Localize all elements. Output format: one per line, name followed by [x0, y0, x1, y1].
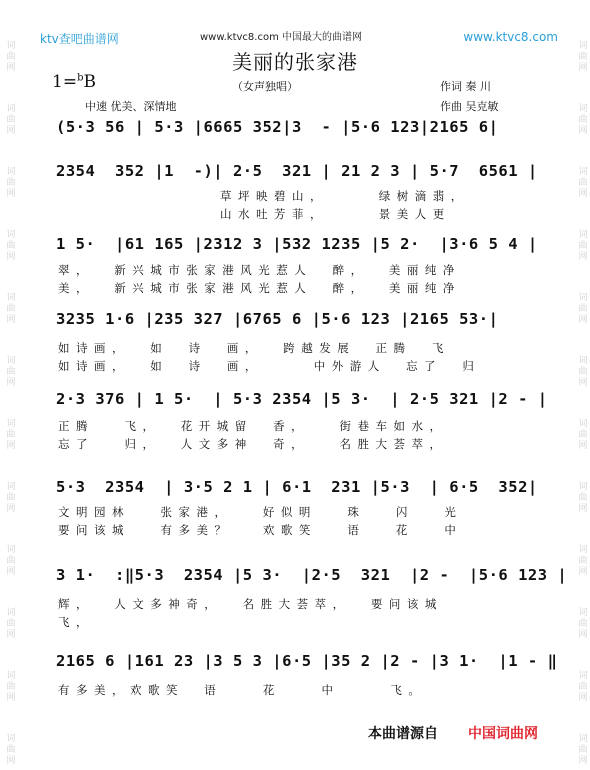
- lyric-line: 美， 新兴城市张家港风光惹人 醉， 美丽纯净: [58, 281, 461, 295]
- watermark-text: 词曲网: [4, 418, 15, 451]
- watermark-text: 词曲网: [576, 229, 587, 262]
- score-row: 2354 352 |1 -)| 2·5 321 | 21 2 3 | 5·7 6561 |: [56, 162, 538, 180]
- lyric-line: 有多美，欢歌笑 语 花 中 飞。: [58, 683, 427, 697]
- score-row: 2·3 376 | 1 5· | 5·3 2354 |5 3· | 2·5 321 |2 - |: [56, 390, 548, 408]
- watermark-text: 词曲网: [576, 166, 587, 199]
- header-site-link-left[interactable]: ktv查吧曲谱网: [40, 32, 119, 46]
- lyric-line: 忘了 归， 人文多神 奇， 名胜大荟萃，: [58, 437, 448, 451]
- watermark-text: 词曲网: [4, 544, 15, 577]
- left-watermark-column: [2, 40, 16, 766]
- watermark-text: 词曲网: [4, 103, 15, 136]
- watermark-text: 词曲网: [576, 40, 587, 73]
- watermark-text: 词曲网: [576, 355, 587, 388]
- composer-credit: 作曲 吴克敏: [440, 100, 499, 113]
- watermark-text: 词曲网: [576, 292, 587, 325]
- watermark-text: 词曲网: [4, 355, 15, 388]
- lyric-line: 文明园林 张家港， 好似明 珠 闪 光: [58, 505, 463, 519]
- watermark-text: 词曲网: [4, 670, 15, 703]
- lyric-line: 草坪映碧山， 绿树滴翡，: [220, 189, 469, 203]
- footer-source-label: 本曲谱源自: [368, 726, 438, 742]
- watermark-text: 词曲网: [4, 292, 15, 325]
- tempo-marking: 中速 优美、深情地: [85, 100, 177, 113]
- key-prefix: 1=: [52, 72, 78, 92]
- lyric-line: 如诗画， 如 诗 画， 中外游人 忘了 归: [58, 359, 481, 373]
- footer-source-link[interactable]: 中国词曲网: [468, 726, 538, 742]
- header-site-link-right[interactable]: www.ktvc8.com: [463, 30, 558, 44]
- watermark-text: 词曲网: [4, 40, 15, 73]
- lyric-line: 辉， 人文多神奇， 名胜大荟萃， 要问该城: [58, 597, 443, 611]
- lyric-line: 翠， 新兴城市张家港风光惹人 醉， 美丽纯净: [58, 263, 461, 277]
- watermark-text: 词曲网: [576, 544, 587, 577]
- watermark-text: 词曲网: [4, 229, 15, 262]
- score-row: (5·3 56 | 5·3 |6665 352|3 - |5·6 123|2165 6|: [56, 118, 499, 136]
- watermark-text: 词曲网: [576, 670, 587, 703]
- watermark-text: 词曲网: [576, 481, 587, 514]
- watermark-text: 词曲网: [576, 103, 587, 136]
- score-row: 2165 6 |161 23 |3 5 3 |6·5 |35 2 |2 - |3 1· |1 - ‖: [56, 652, 558, 670]
- lyricist-credit: 作词 秦 川: [440, 80, 491, 93]
- watermark-text: 词曲网: [4, 166, 15, 199]
- key-flat: b: [77, 72, 84, 84]
- watermark-text: 词曲网: [576, 733, 587, 766]
- lyric-line: 正腾 飞， 花开城留 香， 街巷车如水，: [58, 419, 448, 433]
- voice-type: （女声独唱）: [232, 80, 298, 93]
- lyric-line: 飞，: [58, 615, 94, 629]
- lyric-line: 要问该城 有多美？ 欢歌笑 语 花 中: [58, 523, 463, 537]
- score-row: 3235 1·6 |235 327 |6765 6 |5·6 123 |2165 53·|: [56, 310, 499, 328]
- score-row: 3 1· :‖5·3 2354 |5 3· |2·5 321 |2 - |5·6 123 |: [56, 566, 568, 584]
- key-signature: [52, 72, 96, 92]
- key-note: B: [83, 72, 96, 92]
- watermark-text: 词曲网: [4, 607, 15, 640]
- score-row: 1 5· |61 165 |2312 3 |532 1235 |5 2· |3·6 5 4 |: [56, 235, 538, 253]
- watermark-text: 词曲网: [576, 607, 587, 640]
- song-title: 美丽的张家港: [232, 50, 358, 74]
- watermark-text: 词曲网: [4, 481, 15, 514]
- lyric-line: 山水吐芳菲， 景美人更: [220, 207, 451, 221]
- score-row: 5·3 2354 | 3·5 2 1 | 6·1 231 |5·3 | 6·5 352|: [56, 478, 538, 496]
- header-site-banner: www.ktvc8.com 中国最大的曲谱网: [200, 32, 363, 43]
- watermark-text: 词曲网: [576, 418, 587, 451]
- watermark-text: 词曲网: [4, 733, 15, 766]
- lyric-line: 如诗画， 如 诗 画， 跨越发展 正腾 飞: [58, 341, 450, 355]
- right-watermark-column: [574, 40, 588, 766]
